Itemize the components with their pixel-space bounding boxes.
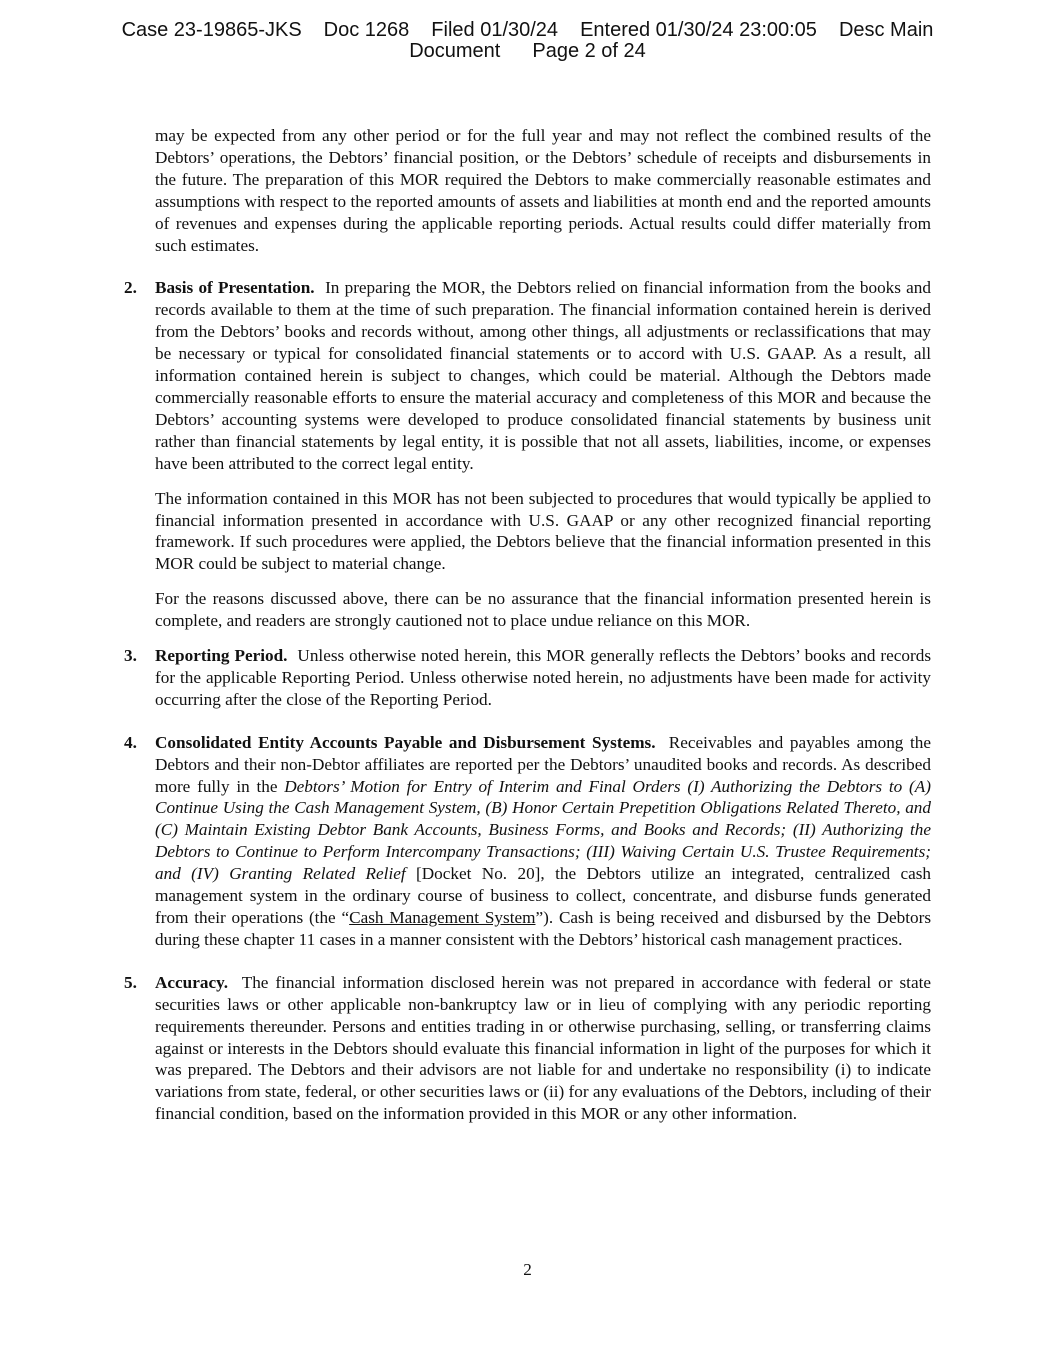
filing-header-line-2: [0, 41, 1055, 62]
section-2-paragraph-2: The information contained in this MOR has not been subjected to procedures that would typically be applied to financial information presented in accordance with U.S. GAAP or any other recognized financial reporting framework. If such procedures were applied, the Debtors believe that the financial information presented in this MOR could be subject to material change.: [155, 488, 931, 574]
filing-header-line-1: [0, 20, 1055, 41]
document-body: [124, 125, 931, 1125]
section-4-heading: Consolidated Entity Accounts Payable and Disbursement Systems.: [155, 732, 656, 752]
filed-date: Filed 01/30/24: [431, 19, 559, 41]
section-4-text-c: ”). Cash is being received and disbursed by the Debtors during these chapter 11 cases in a manner consistent with the Debtors’ historical cash management practices.: [155, 908, 932, 949]
defined-term-cash-management-system: Cash Management System: [349, 908, 536, 927]
intro-paragraph: may be expected from any other period or for the full year and may not reflect the combined results of the Debtors’ operations, the Debtors’ financial position, or the Debtors’ schedule of receipts and disbursements in the future. The preparation of this MOR required the Debtors to make commercially reasonable estimates and assumptions with respect to the reported amounts of assets and liabilities at month end and the reported amounts of revenues and expenses during the applicable reporting periods. Actual results could differ materially from such estimates.: [155, 126, 931, 255]
section-2-text: In preparing the MOR, the Debtors relied on financial information from the books and records available to them at the time of such preparation. The financial information contained herein is derived from the Debtors’ books and records without, among other things, all adjustments or reclassifications that may be necessary or typical for consolidated financial statements or to accord with U.S. GAAP. As a result, all information contained herein is subject to changes, which could be material. Although the Debtors made commercially reasonable efforts to ensure the material accuracy and completeness of this MOR and because the Debtors’ accounting systems were developed to produce consolidated financial statements by business unit rather than financial statements by legal entity, it is possible that not all assets, liabilities, income, or expenses have been attributed to the correct legal entity.: [155, 278, 931, 473]
section-4-text-b: [Docket No. 20], the Debtors utilize an integrated, centralized cash management system in the ordinary course of business to collect, concentrate, and disburse funds generated from their operations (the “: [155, 864, 931, 927]
section-5-text: The financial information disclosed herein was not prepared in accordance with federal or state securities laws or other applicable non-bankruptcy law or in lieu of complying with any periodic reporting requirements thereunder. Persons and entities trading in or otherwise purchasing, selling, or transferring claims against or interests in the Debtors should evaluate this financial information in light of the purposes for which it was prepared. The Debtors and their advisors are not liable for and undertake no responsibility (i) to indicate variations from state, federal, or other securities laws or (ii) for any evaluations of the Debtors, including of their financial condition, based on the information provided in this MOR or any other information.: [155, 972, 931, 1124]
section-4: [124, 732, 931, 951]
section-5-heading: Accuracy.: [155, 972, 229, 992]
section-2-number: 2.: [124, 278, 137, 298]
entered-date: Entered 01/30/24 23:00:05: [580, 19, 817, 41]
filing-header: [0, 20, 1055, 62]
motion-title: Debtors’ Motion for Entry of Interim and Final Orders (I) Authorizing the Debtors to (A) Continue Using the Cash Management System, (B) Honor Certain Prepetition Obligations Related Thereto, and (C) Maintain Existing Debtor Bank Accounts, Business Forms, and Books and Records; (II) Authorizing the Debtors to Continue to Perform Intercompany Transactions; (III) Waiving Certain U.S. Trustee Requirements; and (IV) Granting Related Relief: [155, 776, 931, 884]
section-2-paragraph-3: For the reasons discussed above, there can be no assurance that the financial information presented herein is complete, and readers are strongly cautioned not to place undue reliance on this MOR.: [155, 589, 931, 631]
description: Desc Main: [838, 19, 934, 41]
section-4-number: 4.: [124, 732, 137, 752]
section-3: [124, 645, 931, 711]
section-2: [124, 277, 931, 474]
section-4-text-a: Receivables and payables among the Debtors and their non-Debtor affiliates are reported per the Debtors’ unaudited books and records. As described more fully in the: [155, 732, 931, 796]
section-3-number: 3.: [124, 646, 137, 666]
section-5-number: 5.: [124, 972, 137, 992]
section-2-heading: Basis of Presentation.: [155, 278, 315, 298]
section-5: [124, 972, 931, 1125]
case-number: Case 23-19865-JKS: [121, 19, 302, 41]
page-count: Page 2 of 24: [532, 40, 646, 62]
page-number: 2: [523, 1260, 532, 1279]
doc-number: Doc 1268: [323, 19, 410, 41]
section-3-heading: Reporting Period.: [155, 646, 288, 666]
document-label: Document: [409, 40, 501, 62]
section-3-text: Unless otherwise noted herein, this MOR generally reflects the Debtors’ books and records for the applicable Reporting Period. Unless otherwise noted herein, no adjustments have been made for activity occurring after the close of the Reporting Period.: [155, 646, 932, 709]
